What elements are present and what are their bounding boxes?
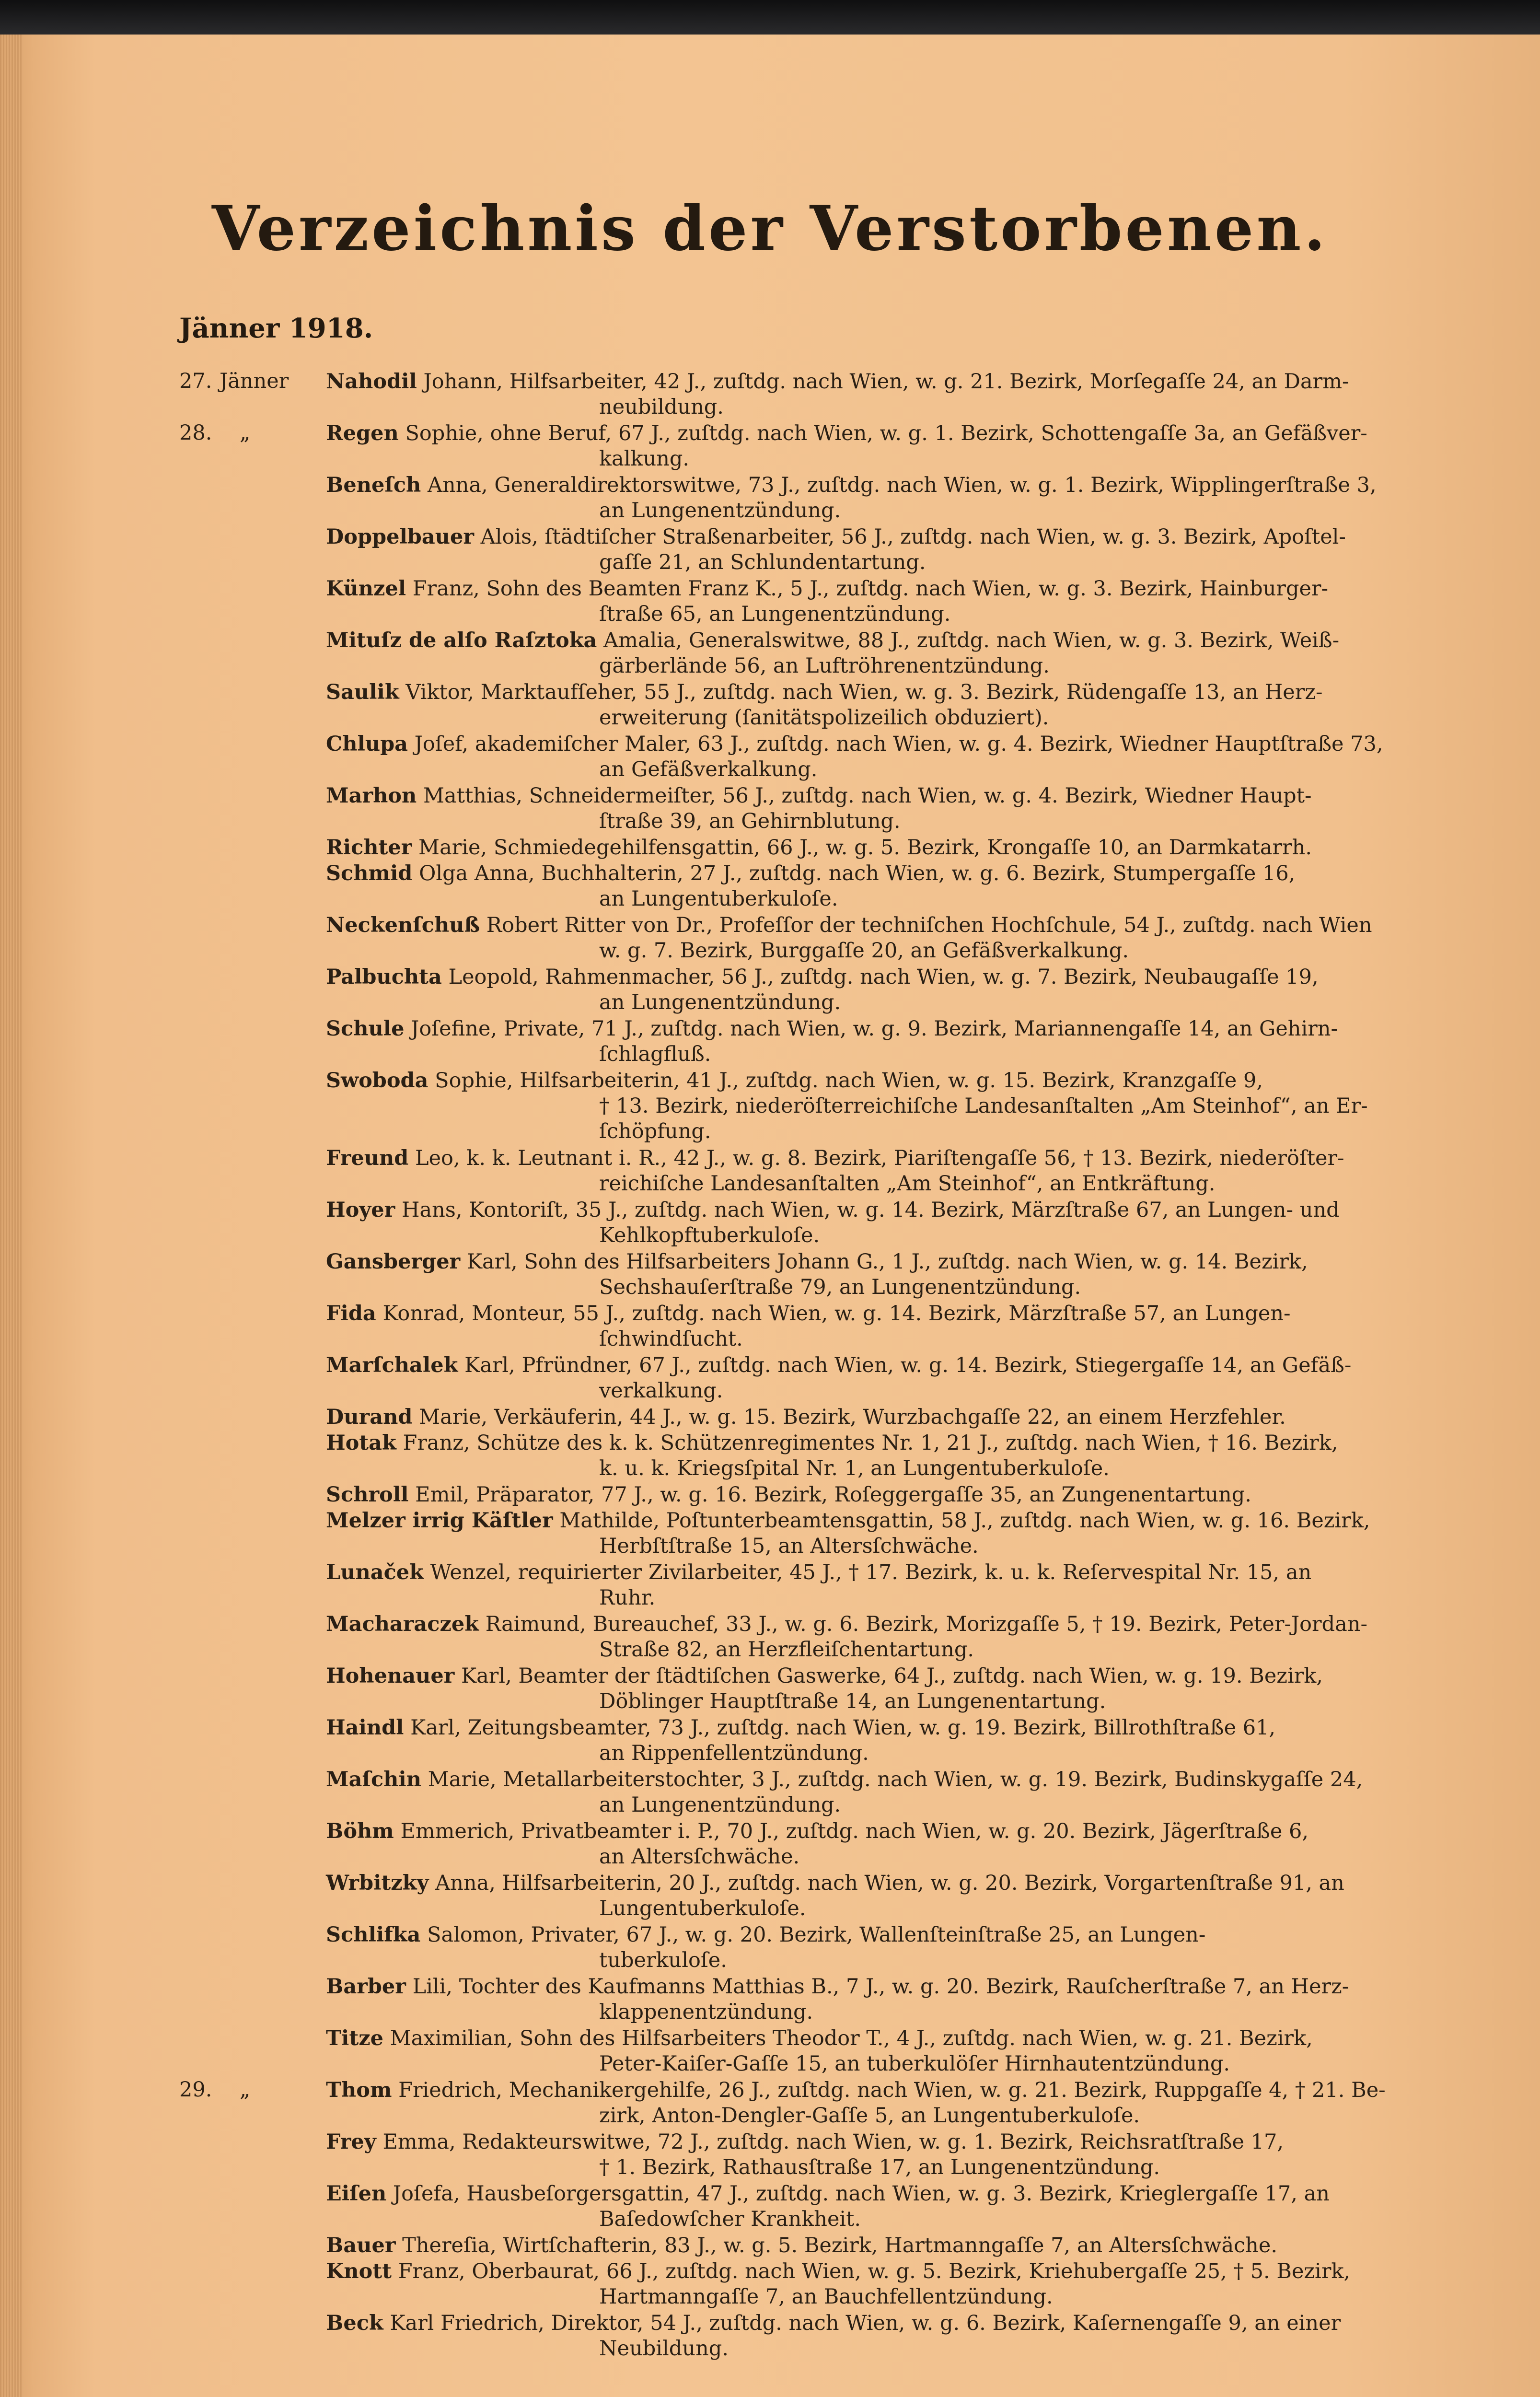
register-entry bbox=[326, 913, 1486, 964]
register-entry bbox=[326, 1016, 1486, 1067]
deceased-surname: Mituſz de alſo Raſztoka bbox=[326, 628, 597, 652]
entry-details: Friedrich, Mechanikergehilfe, 26 J., zuſtdg. nach Wien, w. g. 21. Bezirk, Ruppgaſſe 4, † 21. Be- bbox=[392, 2078, 1386, 2102]
entry-details: Franz, Oberbaurat, 66 J., zuſtdg. nach Wien, w. g. 5. Bezirk, Kriehubergaſſe 25, † 5. Bezirk, bbox=[392, 2259, 1351, 2283]
entry-details: Thereſia, Wirtſchafterin, 83 J., w. g. 5. Bezirk, Hartmanngaſſe 7, an Altersſchwäche. bbox=[395, 2234, 1277, 2257]
entry-continuation: ſtraße 65, an Lungenentzündung. bbox=[599, 602, 951, 626]
register-entry bbox=[326, 2259, 1486, 2310]
entry-details: Joſefine, Private, 71 J., zuſtdg. nach Wien, w. g. 9. Bezirk, Mariannengaſſe 14, an Gehirn- bbox=[404, 1017, 1338, 1041]
deceased-surname: Barber bbox=[326, 1975, 406, 1999]
entry-continuation: ſchöpfung. bbox=[599, 1119, 711, 1143]
deceased-surname: Hohenauer bbox=[326, 1664, 455, 1688]
entry-details: Joſef, akademiſcher Maler, 63 J., zuſtdg. nach Wien, w. g. 4. Bezirk, Wiedner Hauptſtraße 73, bbox=[408, 732, 1383, 756]
entry-details: Franz, Sohn des Beamten Franz K., 5 J., zuſtdg. nach Wien, w. g. 3. Bezirk, Hainburger- bbox=[406, 577, 1329, 601]
deceased-surname: Hoyer bbox=[326, 1198, 395, 1222]
deceased-surname: Durand bbox=[326, 1405, 413, 1429]
entry-details: Emma, Redakteurswitwe, 72 J., zuſtdg. nach Wien, w. g. 1. Bezirk, Reichsratſtraße 17, bbox=[376, 2130, 1284, 2154]
entry-date-day: 28. bbox=[179, 421, 212, 445]
entry-details: Konrad, Monteur, 55 J., zuſtdg. nach Wien, w. g. 14. Bezirk, Märzſtraße 57, an Lungen- bbox=[376, 1302, 1291, 1326]
entry-continuation: w. g. 7. Bezirk, Burggaſſe 20, an Gefäßverkalkung. bbox=[599, 939, 1129, 963]
register-entry bbox=[326, 1767, 1486, 1818]
entry-details: Karl Friedrich, Direktor, 54 J., zuſtdg. nach Wien, w. g. 6. Bezirk, Kaſernengaſſe 9, an einer bbox=[383, 2311, 1341, 2335]
entry-details: Joſefa, Hausbeſorgersgattin, 47 J., zuſtdg. nach Wien, w. g. 3. Bezirk, Krieglergaſſe 17, an bbox=[386, 2182, 1330, 2206]
document-page bbox=[0, 35, 1540, 2397]
entry-date-day: 27. bbox=[179, 369, 212, 393]
deceased-surname: Hotak bbox=[326, 1431, 396, 1455]
register-entry bbox=[326, 369, 1486, 420]
entry-continuation: Neubildung. bbox=[599, 2337, 729, 2361]
entry-details: Marie, Schmiedegehilfensgattin, 66 J., w. g. 5. Bezirk, Krongaſſe 10, an Darmkatarrh. bbox=[412, 836, 1312, 860]
entry-continuation: an Rippenfellentzündung. bbox=[599, 1741, 869, 1765]
register-entry bbox=[326, 2026, 1486, 2077]
entry-continuation: verkalkung. bbox=[599, 1379, 723, 1403]
register-entry bbox=[326, 1664, 1486, 1714]
deceased-surname: Frey bbox=[326, 2130, 376, 2154]
register-entry bbox=[326, 1146, 1486, 1197]
register-entry bbox=[326, 1431, 1486, 1481]
register-entry bbox=[326, 1715, 1486, 1766]
deceased-surname: Knott bbox=[326, 2259, 392, 2283]
deceased-surname: Schule bbox=[326, 1017, 405, 1041]
entry-continuation: erweiterung (ſanitätspolizeilich obduziert). bbox=[599, 706, 1049, 730]
register-entry bbox=[326, 2233, 1486, 2258]
entry-date-day: 29. bbox=[179, 2078, 212, 2102]
register-entry bbox=[326, 2181, 1486, 2232]
deceased-surname: Swoboda bbox=[326, 1069, 428, 1093]
entry-details: Maximilian, Sohn des Hilfsarbeiters Theodor T., 4 J., zuſtdg. nach Wien, w. g. 21. Bezirk, bbox=[383, 2026, 1313, 2050]
entry-continuation: Sechshauſerſtraße 79, an Lungenentzündung. bbox=[599, 1275, 1081, 1299]
deceased-surname: Titze bbox=[326, 2026, 383, 2050]
entry-details: Salomon, Privater, 67 J., w. g. 20. Bezirk, Wallenſteinſtraße 25, an Lungen- bbox=[420, 1923, 1206, 1947]
register-entry bbox=[326, 1482, 1486, 1508]
deceased-surname: Regen bbox=[326, 421, 399, 445]
deceased-surname: Eiſen bbox=[326, 2182, 387, 2206]
register-entry bbox=[326, 421, 1486, 472]
entry-details: Leo, k. k. Leutnant i. R., 42 J., w. g. 8. Bezirk, Piariſtengaſſe 56, † 13. Bezirk, niederöſter- bbox=[408, 1146, 1344, 1170]
register-entry bbox=[326, 1508, 1486, 1559]
entry-continuation: zirk, Anton-Dengler-Gaſſe 5, an Lungentuberkuloſe. bbox=[599, 2104, 1140, 2128]
register-entry bbox=[326, 1068, 1486, 1144]
deceased-surname: Schroll bbox=[326, 1483, 409, 1507]
deceased-surname: Freund bbox=[326, 1146, 409, 1170]
entry-continuation: gärberlände 56, an Luftröhrenentzündung. bbox=[599, 654, 1050, 678]
deceased-surname: Macharaczek bbox=[326, 1612, 479, 1636]
entry-continuation: Straße 82, an Herzfleiſchentartung. bbox=[599, 1638, 974, 1662]
deceased-surname: Wrbitzky bbox=[326, 1871, 429, 1895]
register-entry bbox=[326, 1922, 1486, 1973]
entry-details: Wenzel, requirierter Zivilarbeiter, 45 J., † 17. Bezirk, k. u. k. Reſervespital Nr. 15, an bbox=[423, 1560, 1312, 1584]
deceased-surname: Fida bbox=[326, 1302, 376, 1326]
deceased-surname: Beneſch bbox=[326, 473, 421, 497]
register-entry bbox=[326, 2311, 1486, 2362]
entry-details: Anna, Generaldirektorswitwe, 73 J., zuſtdg. nach Wien, w. g. 1. Bezirk, Wipplingerſtraße 3, bbox=[421, 473, 1377, 497]
entry-continuation: † 1. Bezirk, Rathausſtraße 17, an Lungenentzündung. bbox=[599, 2155, 1160, 2179]
register-entry bbox=[326, 1198, 1486, 1248]
entry-date-month: „ bbox=[240, 2078, 251, 2102]
entry-continuation: an Altersſchwäche. bbox=[599, 1845, 800, 1869]
entry-details: Viktor, Marktaufſeher, 55 J., zuſtdg. nach Wien, w. g. 3. Bezirk, Rüdengaſſe 13, an Herz- bbox=[399, 680, 1323, 704]
entry-continuation: an Gefäßverkalkung. bbox=[599, 757, 818, 781]
deceased-surname: Lunaček bbox=[326, 1560, 424, 1584]
page-edge bbox=[0, 35, 23, 2397]
register-entry bbox=[326, 732, 1486, 782]
register-entry bbox=[326, 2078, 1486, 2129]
entry-details: Sophie, ohne Beruf, 67 J., zuſtdg. nach Wien, w. g. 1. Bezirk, Schottengaſſe 3a, an Gefäßver- bbox=[398, 421, 1367, 445]
deceased-surname: Haindl bbox=[326, 1716, 404, 1740]
entry-details: Lili, Tochter des Kaufmanns Matthias B., 7 J., w. g. 20. Bezirk, Rauſcherſtraße 7, an Herz- bbox=[405, 1975, 1349, 1999]
entry-continuation: Herbſtſtraße 15, an Altersſchwäche. bbox=[599, 1534, 979, 1558]
register-entry bbox=[326, 473, 1486, 524]
entry-date-month: „ bbox=[240, 421, 251, 445]
deceased-surname: Chlupa bbox=[326, 732, 408, 756]
entry-continuation: Ruhr. bbox=[599, 1586, 656, 1610]
register-entry bbox=[326, 628, 1486, 679]
deceased-surname: Neckenſchuß bbox=[326, 913, 480, 937]
entry-continuation: Kehlkopftuberkuloſe. bbox=[599, 1223, 820, 1247]
entry-details: Johann, Hilfsarbeiter, 42 J., zuſtdg. nach Wien, w. g. 21. Bezirk, Morſegaſſe 24, an Darm- bbox=[417, 370, 1349, 394]
deceased-surname: Nahodil bbox=[326, 370, 417, 394]
entry-details: Alois, ſtädtiſcher Straßenarbeiter, 56 J., zuſtdg. nach Wien, w. g. 3. Bezirk, Apoſtel- bbox=[474, 525, 1346, 549]
register-entry bbox=[326, 1405, 1486, 1430]
register-entry bbox=[326, 861, 1486, 912]
register-entry bbox=[326, 680, 1486, 731]
entry-details: Emmerich, Privatbeamter i. P., 70 J., zuſtdg. nach Wien, w. g. 20. Bezirk, Jägerſtraße 6, bbox=[394, 1819, 1309, 1843]
entry-continuation: Baſedowſcher Krankheit. bbox=[599, 2207, 861, 2231]
entry-continuation: Hartmanngaſſe 7, an Bauchfellentzündung. bbox=[599, 2285, 1053, 2309]
deceased-surname: Doppelbauer bbox=[326, 525, 474, 549]
entry-details: Hans, Kontoriſt, 35 J., zuſtdg. nach Wien, w. g. 14. Bezirk, Märzſtraße 67, an Lungen- und bbox=[395, 1198, 1340, 1222]
deceased-surname: Richter bbox=[326, 836, 412, 860]
entry-date-month: Jänner bbox=[220, 369, 289, 393]
register-entry bbox=[326, 1353, 1486, 1404]
entry-details: Robert Ritter von Dr., Profeſſor der techniſchen Hochſchule, 54 J., zuſtdg. nach Wien bbox=[480, 913, 1372, 937]
entry-details: Karl, Pfründner, 67 J., zuſtdg. nach Wien, w. g. 14. Bezirk, Stiegergaſſe 14, an Gefäß- bbox=[458, 1353, 1352, 1377]
page-title: Verzeichnis der Verstorbenen. bbox=[212, 193, 1328, 265]
entry-continuation: Lungentuberkuloſe. bbox=[599, 1897, 806, 1920]
entry-continuation: an Lungenentzündung. bbox=[599, 990, 841, 1014]
entry-details: Leopold, Rahmenmacher, 56 J., zuſtdg. nach Wien, w. g. 7. Bezirk, Neubaugaſſe 19, bbox=[441, 965, 1319, 989]
entry-details: Sophie, Hilfsarbeiterin, 41 J., zuſtdg. nach Wien, w. g. 15. Bezirk, Kranzgaſſe 9, bbox=[428, 1069, 1263, 1093]
deceased-surname: Bauer bbox=[326, 2234, 396, 2257]
deceased-surname: Marſchalek bbox=[326, 1353, 458, 1377]
entry-continuation: ſchlagfluß. bbox=[599, 1042, 711, 1066]
deceased-surname: Thom bbox=[326, 2078, 392, 2102]
entry-continuation: an Lungenentzündung. bbox=[599, 1793, 841, 1817]
register-entry bbox=[326, 1974, 1486, 2025]
entry-details: Mathilde, Poſtunterbeamtensgattin, 58 J., zuſtdg. nach Wien, w. g. 16. Bezirk, bbox=[553, 1509, 1370, 1533]
register-entry bbox=[326, 1249, 1486, 1300]
register-entry bbox=[326, 524, 1486, 575]
register-entry bbox=[326, 1819, 1486, 1870]
entry-continuation: kalkung. bbox=[599, 447, 690, 471]
entry-details: Raimund, Bureauchef, 33 J., w. g. 6. Bezirk, Morizgaſſe 5, † 19. Bezirk, Peter-Jordan- bbox=[479, 1612, 1367, 1636]
book-binding-top bbox=[0, 0, 1540, 35]
entry-continuation: Döblinger Hauptſtraße 14, an Lungenentartung. bbox=[599, 1689, 1106, 1713]
register-entry bbox=[326, 2129, 1486, 2180]
entry-continuation: ſchwindſucht. bbox=[599, 1327, 743, 1351]
register-entry bbox=[326, 1301, 1486, 1352]
entry-details: Anna, Hilfsarbeiterin, 20 J., zuſtdg. nach Wien, w. g. 20. Bezirk, Vorgartenſtraße 91, an bbox=[428, 1871, 1344, 1895]
register-entry bbox=[326, 1612, 1486, 1663]
entry-details: Olga Anna, Buchhalterin, 27 J., zuſtdg. nach Wien, w. g. 6. Bezirk, Stumpergaſſe 16, bbox=[412, 861, 1296, 885]
deceased-surname: Künzel bbox=[326, 577, 406, 601]
entry-details: Karl, Zeitungsbeamter, 73 J., zuſtdg. nach Wien, w. g. 19. Bezirk, Billrothſtraße 61, bbox=[404, 1716, 1276, 1740]
deceased-surname: Böhm bbox=[326, 1819, 394, 1843]
entry-continuation: klappenentzündung. bbox=[599, 2000, 813, 2024]
entry-continuation: tuberkuloſe. bbox=[599, 1948, 727, 1972]
entry-details: Franz, Schütze des k. k. Schützenregimentes Nr. 1, 21 J., zuſtdg. nach Wien, † 16. Bezirk, bbox=[396, 1431, 1338, 1455]
register-entry bbox=[326, 576, 1486, 627]
deceased-surname: Palbuchta bbox=[326, 965, 442, 989]
entry-details: Karl, Beamter der ſtädtiſchen Gaswerke, 64 J., zuſtdg. nach Wien, w. g. 19. Bezirk, bbox=[454, 1664, 1323, 1688]
entry-details: Karl, Sohn des Hilfsarbeiters Johann G., 1 J., zuſtdg. nach Wien, w. g. 14. Bezirk, bbox=[460, 1250, 1308, 1274]
deceased-surname: Maſchin bbox=[326, 1768, 422, 1792]
entry-continuation: Peter-Kaiſer-Gaſſe 15, an tuberkulöſer Hirnhautentzündung. bbox=[599, 2052, 1230, 2076]
entry-details: Matthias, Schneidermeiſter, 56 J., zuſtdg. nach Wien, w. g. 4. Bezirk, Wiedner Haupt- bbox=[417, 784, 1312, 808]
deceased-surname: Melzer irrig Käſtler bbox=[326, 1509, 553, 1533]
entry-continuation: an Lungentuberkuloſe. bbox=[599, 887, 838, 911]
deceased-surname: Gansberger bbox=[326, 1250, 461, 1274]
deceased-surname: Marhon bbox=[326, 784, 417, 808]
entry-continuation: neubildung. bbox=[599, 395, 724, 419]
entry-details: Amalia, Generalswitwe, 88 J., zuſtdg. nach Wien, w. g. 3. Bezirk, Weiß- bbox=[597, 628, 1340, 652]
entry-continuation: ſtraße 39, an Gehirnblutung. bbox=[599, 809, 901, 833]
deceased-surname: Schmid bbox=[326, 861, 413, 885]
register-entry bbox=[326, 783, 1486, 834]
entry-continuation: † 13. Bezirk, niederöſterreichiſche Landesanſtalten „Am Steinhof“, an Er- bbox=[599, 1094, 1368, 1118]
entry-details: Marie, Metallarbeiterstochter, 3 J., zuſtdg. nach Wien, w. g. 19. Bezirk, Budinskygaſſe 24, bbox=[421, 1768, 1363, 1792]
entry-continuation: reichiſche Landesanſtalten „Am Steinhof“, an Entkräftung. bbox=[599, 1172, 1216, 1196]
entry-continuation: an Lungenentzündung. bbox=[599, 499, 841, 523]
entry-continuation: gaſſe 21, an Schlundentartung. bbox=[599, 550, 926, 574]
entry-details: Emil, Präparator, 77 J., w. g. 16. Bezirk, Roſeggergaſſe 35, an Zungenentartung. bbox=[408, 1483, 1251, 1507]
deceased-surname: Beck bbox=[326, 2311, 383, 2335]
entry-details: Marie, Verkäuferin, 44 J., w. g. 15. Bezirk, Wurzbachgaſſe 22, an einem Herzfehler. bbox=[412, 1405, 1286, 1429]
entry-continuation: k. u. k. Kriegsſpital Nr. 1, an Lungentuberkuloſe. bbox=[599, 1456, 1110, 1480]
register-entry bbox=[326, 1560, 1486, 1611]
month-heading: Jänner 1918. bbox=[179, 313, 373, 344]
deceased-surname: Saulik bbox=[326, 680, 399, 704]
deceased-surname: Schlifka bbox=[326, 1923, 421, 1947]
register-entry bbox=[326, 1871, 1486, 1921]
register-entry bbox=[326, 965, 1486, 1015]
register-entry bbox=[326, 835, 1486, 861]
